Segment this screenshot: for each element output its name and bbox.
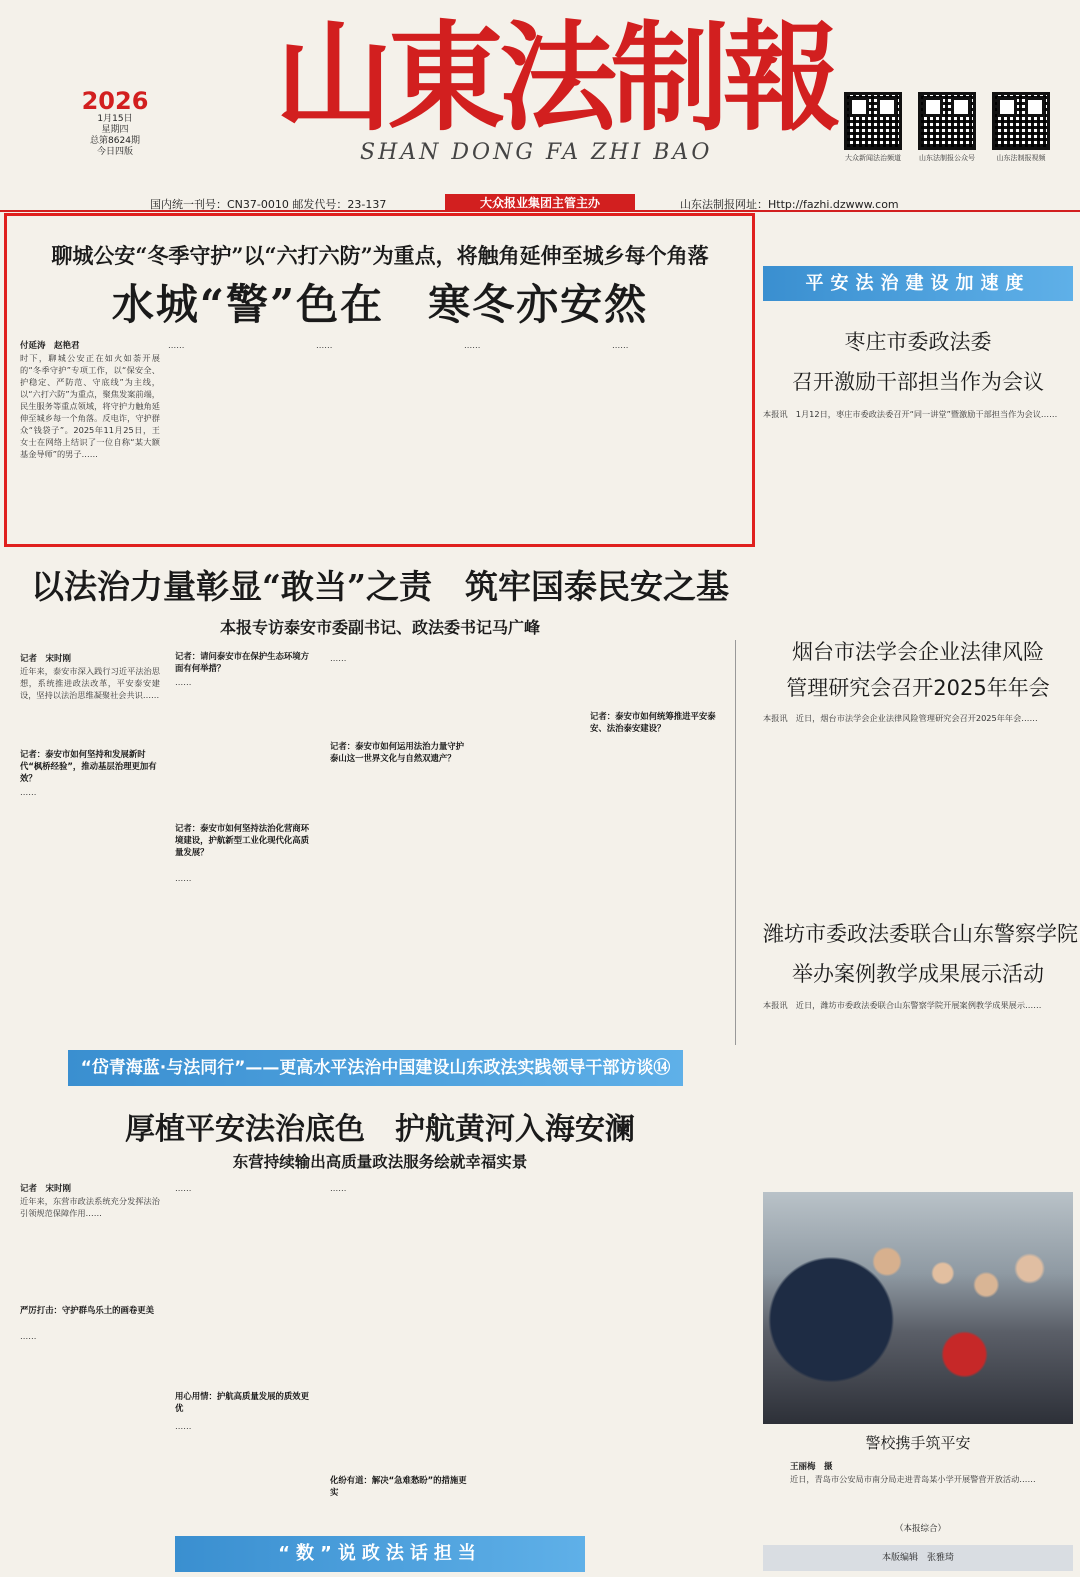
interview-article-title[interactable]: 以法治力量彰显“敢当”之责 筑牢国泰民安之基 <box>31 567 729 606</box>
lead-article-column: …… <box>316 340 333 350</box>
lead-article-subtitle: 聊城公安“冬季守护”以“六打六防”为重点，将触角延伸至城乡每个角落 <box>51 243 709 268</box>
masthead-pinyin: SHAN DONG FA ZHI BAO <box>360 140 713 165</box>
photo-caption: 警校携手筑平安 <box>865 1434 971 1452</box>
issue-year: 2026 <box>81 87 149 115</box>
interview-question: 记者：泰安市如何坚持和发展新时代“枫桥经验”，推动基层治理更加有效？ <box>20 749 157 783</box>
news-body: 本报讯 近日，潍坊市委政法委联合山东警察学院开展案例教学成果展示…… <box>763 1000 1042 1010</box>
dongying-section-heading: 用心用情：护航高质量发展的质效更优 <box>175 1391 309 1413</box>
news-body: 本报讯 1月12日，枣庄市委政法委召开“同一讲堂”暨激励干部担当作为会议…… <box>763 409 1058 419</box>
issue-info <box>80 88 150 158</box>
interview-question: 记者：请问泰安市在保护生态环境方面有何举措？ <box>175 651 309 673</box>
news-title[interactable]: 烟台市法学会企业法律风险 <box>792 640 1044 664</box>
dongying-column: …… <box>175 1421 192 1431</box>
bottom-section-banner: “数”说政法话担当 <box>175 1536 585 1572</box>
dongying-byline: 记者 宋时刚 <box>20 1184 72 1194</box>
news-title[interactable]: 举办案例教学成果展示活动 <box>792 962 1044 986</box>
lead-article-byline: 付延涛 赵艳君 <box>20 341 80 351</box>
interview-article-subtitle: 本报专访泰安市委副书记、政法委书记马广峰 <box>219 618 540 637</box>
interview-column: …… <box>175 677 192 687</box>
dongying-column: …… <box>20 1331 37 1341</box>
lead-article-column: …… <box>168 340 185 350</box>
dongying-section-heading: 化纷有道：解决“急难愁盼”的措施更实 <box>330 1475 467 1497</box>
dongying-article-subtitle: 东营持续输出高质量政法服务绘就幸福实景 <box>232 1152 528 1171</box>
qr-label: 山东法制报公众号 <box>919 154 975 162</box>
website-link[interactable]: 山东法制报网址：Http://fazhi.dzwww.com <box>680 198 899 211</box>
issue-number: 总第8624期 <box>90 136 140 146</box>
qr-codes <box>842 92 1052 167</box>
qr-code-icon <box>918 92 976 150</box>
interview-column: …… <box>175 873 192 883</box>
qr-label: 大众新闻法治频道 <box>845 154 901 162</box>
lead-article-title[interactable]: 水城“警”色在 寒冬亦安然 <box>111 280 649 329</box>
news-photo[interactable] <box>763 1192 1073 1424</box>
interview-question: 记者：泰安市如何统筹推进平安泰安、法治泰安建设？ <box>590 711 716 733</box>
qr-code-icon <box>844 92 902 150</box>
right-column-banner: 平安法治建设加速度 <box>763 266 1073 301</box>
series-banner: “岱青海蓝·与法同行”——更高水平法治中国建设山东政法实践领导干部访谈⑭ <box>68 1050 683 1086</box>
sponsor-badge: 大众报业集团主管主办 <box>445 194 635 212</box>
interview-column: …… <box>330 653 347 663</box>
interview-question: 记者：泰安市如何运用法治力量守护泰山这一世界文化与自然双遗产？ <box>330 741 464 763</box>
lead-article-column: …… <box>464 340 481 350</box>
qr-code-icon <box>992 92 1050 150</box>
cn-number: 国内统一刊号：CN37-0010 邮发代号：23-137 <box>150 198 387 211</box>
qr-item[interactable] <box>916 92 978 167</box>
lead-article-column: …… <box>612 340 629 350</box>
photo-note: （本报综合） <box>895 1524 947 1534</box>
qr-label: 山东法制报视频 <box>996 154 1046 162</box>
qr-item[interactable] <box>990 92 1052 167</box>
news-title[interactable]: 管理研究会召开2025年年会 <box>786 676 1050 700</box>
masthead-title: 山東法制報 <box>275 8 836 147</box>
interview-byline: 记者 宋时刚 <box>20 654 72 664</box>
page-editor: 本版编辑 张雅琦 <box>763 1545 1073 1571</box>
news-body: 本报讯 近日，烟台市法学会企业法律风险管理研究会召开2025年年会…… <box>763 713 1038 723</box>
qr-item[interactable] <box>842 92 904 167</box>
masthead-info-bar <box>0 194 1080 212</box>
photo-body: 近日，青岛市公安局市南分局走进青岛某小学开展警营开放活动…… <box>790 1474 1036 1484</box>
lead-article-column: 时下，聊城公安正在如火如荼开展的“冬季守护”专项工作，以“保安全、护稳定、严防范、守底线”为主线，以“六打六防”为重点，聚焦发案前端，民生服务等重点领域，将守护力触角延伸至城乡每一个角落。反电诈，守护群众“钱袋子”。2025年11月25日，王女士在网络上结识了一位自称“某大额基金导师”的男子…… <box>20 353 160 459</box>
dongying-column: 近年来，东营市政法系统充分发挥法治引领规范保障作用…… <box>20 1196 160 1218</box>
news-title[interactable]: 潍坊市委政法委联合山东警察学院 <box>763 922 1078 946</box>
news-title[interactable]: 召开激励干部担当作为会议 <box>792 370 1044 394</box>
issue-date: 1月15日 <box>97 114 133 124</box>
dongying-section-heading: 严厉打击：守护群鸟乐土的画卷更美 <box>20 1305 154 1315</box>
dongying-column: …… <box>175 1183 192 1193</box>
news-title[interactable]: 枣庄市委政法委 <box>844 330 992 354</box>
dongying-column: …… <box>330 1183 347 1193</box>
interview-column: 近年来，泰安市深入践行习近平法治思想，系统推进政法改革，平安泰安建设，坚持以法治思维凝聚社会共识…… <box>20 666 160 700</box>
photo-credit: 王丽梅 摄 <box>790 1462 833 1472</box>
issue-weekday: 星期四 <box>101 125 129 135</box>
interview-question: 记者：泰安市如何坚持法治化营商环境建设，护航新型工业化现代化高质量发展？ <box>175 823 309 857</box>
dongying-article-title[interactable]: 厚植平安法治底色 护航黄河入海安澜 <box>125 1112 635 1147</box>
interview-column: …… <box>20 787 37 797</box>
issue-pages: 今日四版 <box>96 147 133 157</box>
